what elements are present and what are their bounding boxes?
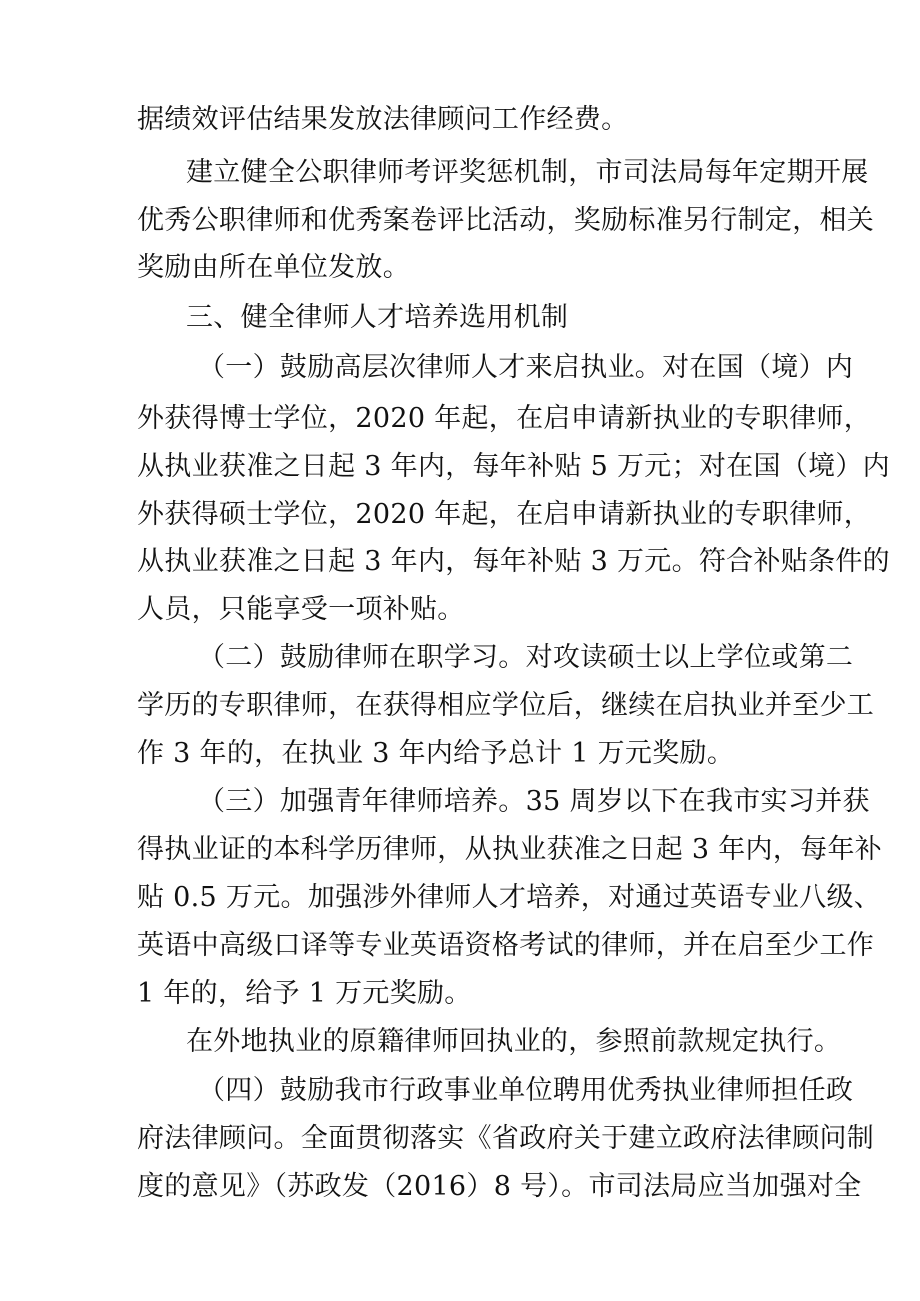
text-line: 外获得博士学位，2020 年起，在启申请新执业的专职律师， bbox=[137, 403, 871, 434]
text-line: 据绩效评估结果发放法律顾问工作经费。 bbox=[137, 104, 629, 135]
text-line: 1 年的，给予 1 万元奖励。 bbox=[137, 978, 472, 1009]
text-line: 建立健全公职律师考评奖惩机制，市司法局每年定期开展 bbox=[186, 157, 869, 188]
text-line: 人员，只能享受一项补贴。 bbox=[137, 594, 465, 625]
text-line: （四）鼓励我市行政事业单位聘用优秀执业律师担任政 bbox=[198, 1075, 854, 1106]
text-line: 得执业证的本科学历律师，从执业获准之日起 3 年内，每年补 bbox=[137, 834, 883, 865]
text-line: 作 3 年的，在执业 3 年内给予总计 1 万元奖励。 bbox=[137, 738, 735, 769]
text-line: 府法律顾问。全面贯彻落实《省政府关于建立政府法律顾问制 bbox=[137, 1123, 875, 1154]
text-line: （三）加强青年律师培养。35 周岁以下在我市实习并获 bbox=[198, 786, 870, 817]
text-line: 外获得硕士学位，2020 年起，在启申请新执业的专职律师， bbox=[137, 499, 871, 530]
section-heading: 三、健全律师人才培养选用机制 bbox=[186, 302, 569, 333]
text-line: 贴 0.5 万元。加强涉外律师人才培养，对通过英语专业八级、 bbox=[137, 882, 882, 913]
text-line: 从执业获准之日起 3 年内，每年补贴 3 万元。符合补贴条件的 bbox=[137, 546, 890, 577]
text-line: 奖励由所在单位发放。 bbox=[137, 252, 410, 283]
text-line: （二）鼓励律师在职学习。对攻读硕士以上学位或第二 bbox=[198, 642, 854, 673]
text-line: 在外地执业的原籍律师回执业的，参照前款规定执行。 bbox=[186, 1026, 842, 1057]
text-line: 学历的专职律师，在获得相应学位后，继续在启执业并至少工 bbox=[137, 690, 875, 721]
text-line: 优秀公职律师和优秀案卷评比活动，奖励标准另行制定，相关 bbox=[137, 205, 875, 236]
text-line: （一）鼓励高层次律师人才来启执业。对在国（境）内 bbox=[198, 352, 854, 383]
text-line: 度的意见》（苏政发（2016）8 号）。市司法局应当加强对全 bbox=[137, 1171, 862, 1202]
text-line: 从执业获准之日起 3 年内，每年补贴 5 万元；对在国（境）内 bbox=[137, 451, 890, 482]
text-line: 英语中高级口译等专业英语资格考试的律师，并在启至少工作 bbox=[137, 930, 875, 961]
